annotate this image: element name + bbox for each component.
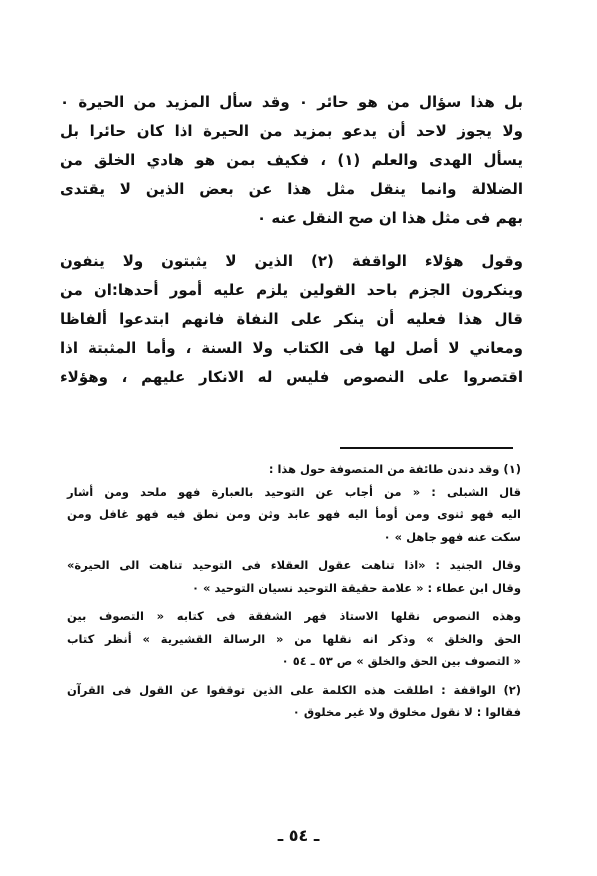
footnote-line: (١) وقد دندن طائفة من المتصوفة حول هذا : <box>268 462 521 476</box>
footnote-line: فقالوا : لا نقول مخلوق ولا غير مخلوق ٠ <box>292 705 521 719</box>
footnote-line: وقال الجنيد : «اذا تناهت عقول العقلاء فى التوحيد تناهت الى الحيرة» <box>67 558 521 572</box>
paragraph-2 <box>60 247 523 392</box>
text-line: بل هذا سؤال من هو حائر ٠ وقد سأل المزيد من الحيرة ٠ <box>60 93 523 111</box>
text-line: يسأل الهدى والعلم (١) ، فكيف بمن هو هادي الخلق من <box>60 151 523 169</box>
page-number: ـ ٥٤ ـ <box>277 826 320 845</box>
paragraph-1 <box>60 88 523 233</box>
footnote-line: الحق والخلق » وذكر انه نقلها من « الرسالة القشيرية » أنظر كتاب <box>67 631 521 646</box>
footnote-1-source <box>67 605 521 673</box>
text-line: الضلالة وانما ينقل مثل هذا عن بعض الذين لا يقتدى <box>60 180 523 198</box>
text-line: بهم فى مثل هذا ان صح النقل عنه ٠ <box>256 209 523 227</box>
footnote-line: (٢) الواقفة : اطلقت هذه الكلمة على الذين توقفوا عن القول فى القرآن <box>67 682 521 697</box>
text-line: ومعاني لا أصل لها فى الكتاب ولا السنة ، وأما المثبتة اذا <box>60 339 523 357</box>
footnote-1 <box>67 458 521 548</box>
text-line: ولا يجوز لاحد أن يدعو بمزيد من الحيرة اذا كان حائرا بل <box>60 122 523 140</box>
footnote-line: سكت عنه فهو جاهل » ٠ <box>383 529 521 544</box>
footnote-line: قال الشبلى : « من أجاب عن التوحيد بالعبارة فهو ملحد ومن أشار <box>67 484 521 499</box>
text-line: وينكرون الجزم باحد القولين يلزم عليه أمور أحدها:ان من <box>60 281 523 299</box>
text-line: قال هذا فعليه أن ينكر على النفاة فانهم ابتدعوا ألفاظا <box>60 310 523 328</box>
text-line: اقتصروا على النصوص فليس له الانكار عليهم ، وهؤلاء <box>60 368 523 386</box>
footnote-divider <box>340 447 513 449</box>
main-text <box>60 88 523 392</box>
footnote-line: اليه فهو ثنوى ومن أومأ اليه فهو عابد وثن ومن نطق فيه فهو غافل ومن <box>67 507 521 521</box>
footnote-line: وهذه النصوص نقلها الاستاذ فهر الشفقة فى كتابه « التصوف بين <box>67 609 521 623</box>
footnote-line: وقال ابن عطاء : « علامة حقيقة التوحيد نسيان التوحيد » ٠ <box>192 580 521 595</box>
footnote-2 <box>67 679 521 724</box>
footnote-1-quotes <box>67 554 521 599</box>
footnote-line: « التصوف بين الحق والخلق » ص ٥٣ ـ ٥٤ ٠ <box>281 654 521 668</box>
text-line: وقول هؤلاء الواقفة (٢) الذين لا يثبتون ولا ينفون <box>60 252 523 270</box>
footnotes <box>67 458 521 730</box>
